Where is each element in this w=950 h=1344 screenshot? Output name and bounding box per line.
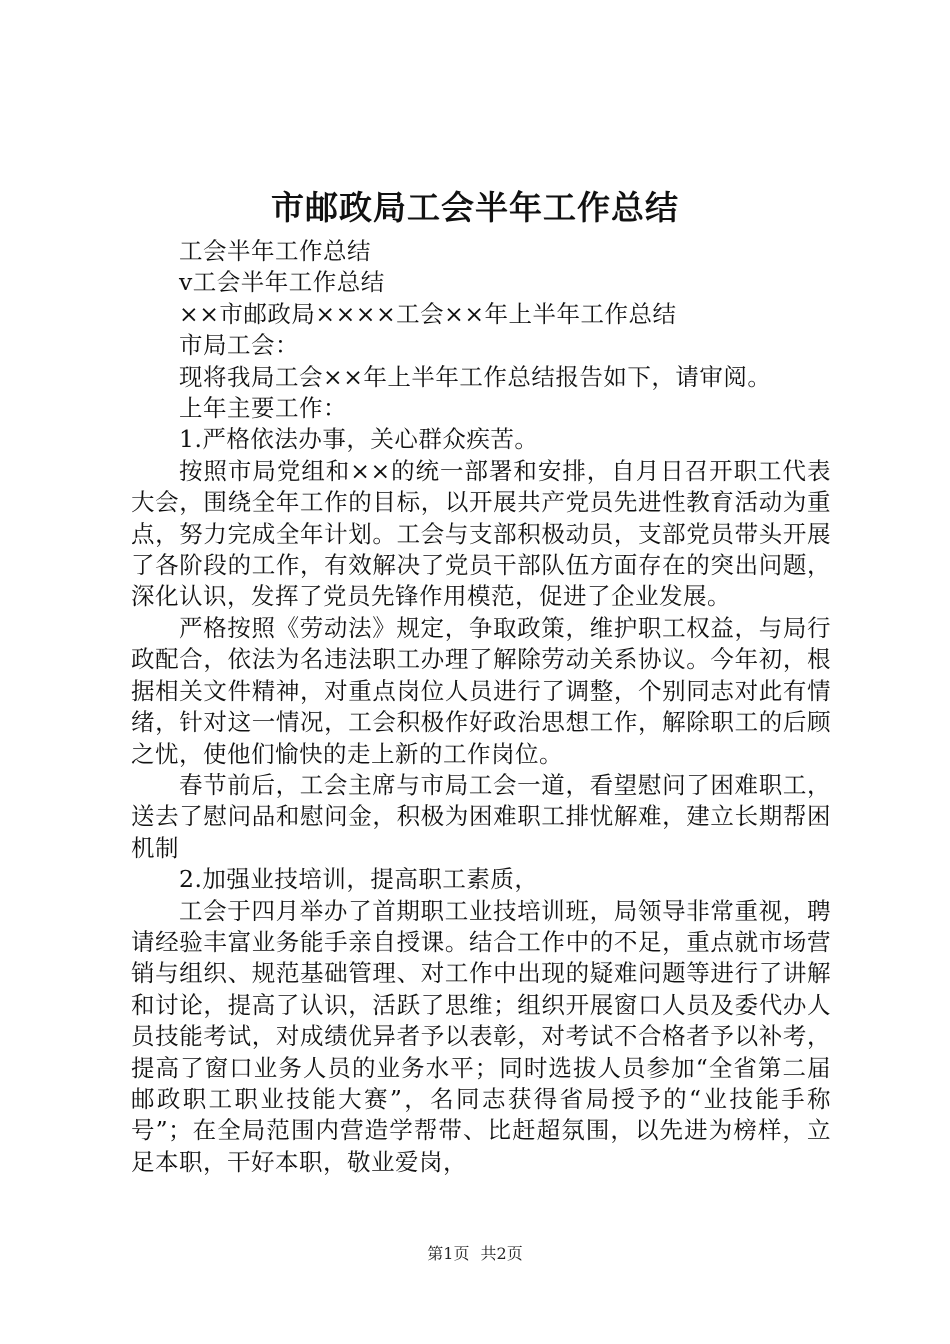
document-body	[131, 236, 831, 1178]
page-number-current: 第1页	[427, 1244, 470, 1263]
paragraph: 工会半年工作总结	[179, 237, 371, 265]
page-number-total: 共2页	[480, 1244, 523, 1263]
paragraph: 工会于四月举办了首期职工业技培训班，局领导非常重视，聘请经验丰富业务能手亲自授课。结合工作中的不足，重点就市场营销与组织、规范基础管理、对工作中出现的疑难问题等进行了讲解和讨论，提高了认识，活跃了思维；组织开展窗口人员及委代办人员技能考试，对成绩优异者予以表彰，对考试不合格者予以补考，提高了窗口业务人员的业务水平；同时选拔人员参加“全省第二届邮政职工职业技能大赛”，名同志获得省局授予的“业技能手称号”；在全局范围内营造学帮带、比赶超氛围，以先进为榜样，立足本职，干好本职，敬业爱岗，	[131, 896, 831, 1176]
paragraph: 按照市局党组和××的统一部署和安排，自月日召开职工代表大会，围绕全年工作的目标，以开展共产党员先进性教育活动为重点，努力完成全年计划。工会与支部积极动员，支部党员带头开展了各阶段的工作，有效解决了党员干部队伍方面存在的突出问题，深化认识，发挥了党员先锋作用模范，促进了企业发展。	[131, 456, 831, 611]
page-footer	[0, 1244, 950, 1264]
paragraph: 严格按照《劳动法》规定，争取政策，维护职工权益，与局行政配合，依法为名违法职工办理了解除劳动关系协议。今年初，根据相关文件精神，对重点岗位人员进行了调整，个别同志对此有情绪，针对这一情况，工会积极作好政治思想工作，解除职工的后顾之忧，使他们愉快的走上新的工作岗位。	[131, 613, 831, 768]
paragraph: v工会半年工作总结	[179, 268, 385, 297]
section-heading: 1.严格依法办事，关心群众疾苦。	[179, 425, 539, 454]
paragraph: 上年主要工作：	[179, 394, 347, 423]
paragraph: 市局工会：	[179, 331, 299, 360]
document-title: 市邮政局工会半年工作总结	[271, 188, 679, 227]
section-heading: 2.加强业技培训，提高职工素质，	[179, 865, 539, 894]
paragraph: ××市邮政局××××工会××年上半年工作总结	[179, 299, 677, 328]
paragraph: 春节前后，工会主席与市局工会一道，看望慰问了困难职工，送去了慰问品和慰问金，积极为困难职工排忧解难，建立长期帮困机制	[131, 770, 831, 862]
paragraph: 现将我局工会××年上半年工作总结报告如下，请审阅。	[179, 362, 772, 391]
